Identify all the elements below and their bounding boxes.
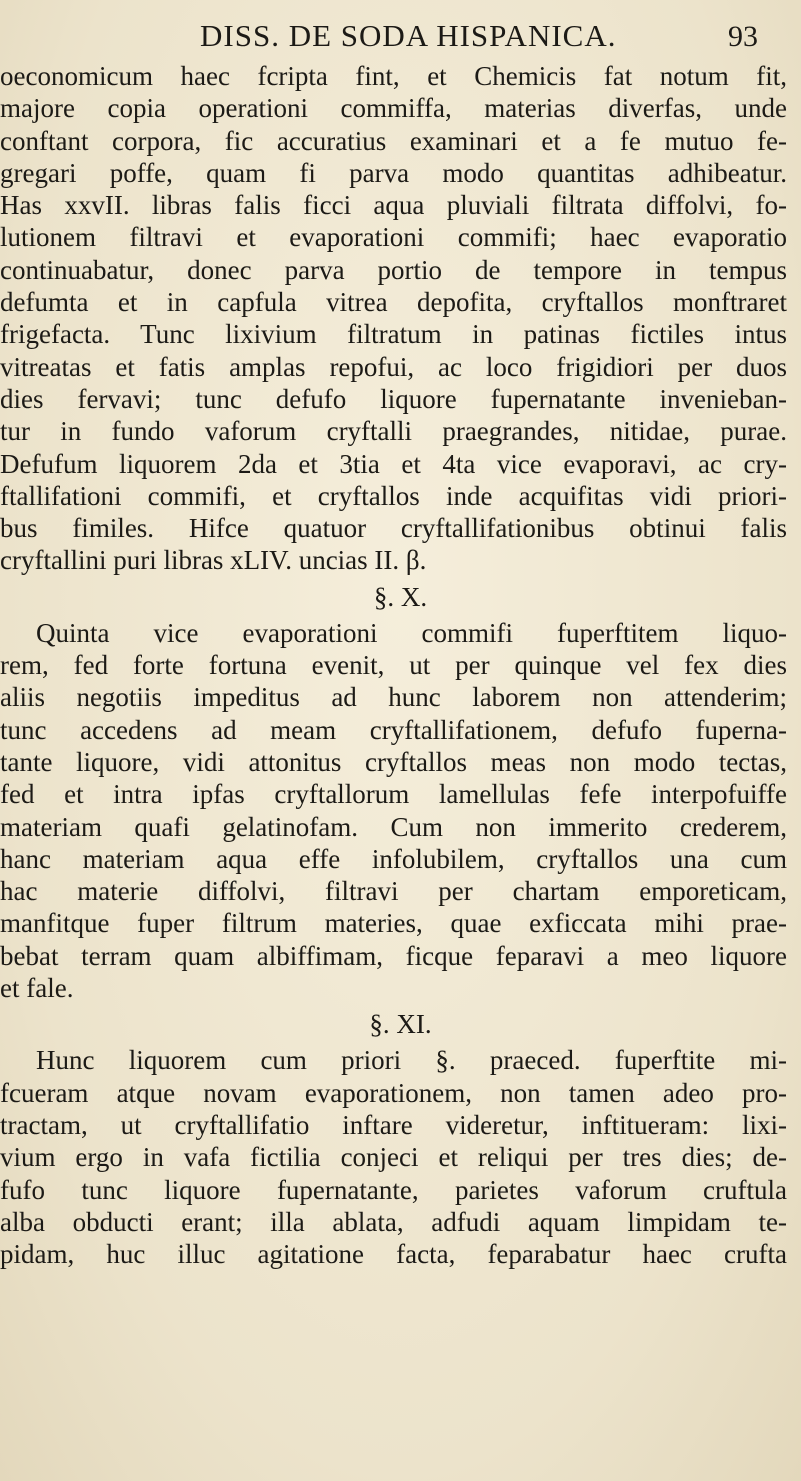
text-line: tunc accedens ad meam cryftallifationem, defufo fuperna-	[0, 714, 787, 745]
text-line: vitreatas et fatis amplas repofui, ac loco frigidiori per duos	[0, 351, 787, 382]
text-line: majore copia operationi commiffa, materias diverfas, unde	[0, 93, 787, 124]
section-heading-xi: §. XI.	[369, 1009, 432, 1040]
running-head: DISS. DE SODA HISPANICA.	[200, 18, 617, 53]
text-line: et fale.	[0, 973, 74, 1004]
text-line: Quinta vice evaporationi commifi fuperftitem liquo-	[36, 617, 787, 648]
text-line: tur in fundo vaforum cryftalli praegrandes, nitidae, purae.	[0, 416, 787, 447]
text-line: lutionem filtravi et evaporationi commifi; haec evaporatio	[0, 222, 787, 253]
text-line: aliis negotiis impeditus ad hunc laborem non attenderim;	[0, 682, 787, 713]
body-text	[0, 60, 801, 1270]
text-line: Hunc liquorem cum priori §. praeced. fuperftite mi-	[36, 1045, 787, 1076]
text-line: manfitque fuper filtrum materies, quae exficcata mihi prae-	[0, 908, 787, 939]
text-line: fcueram atque novam evaporationem, non tamen adeo pro-	[0, 1077, 787, 1108]
text-line: bebat terram quam albiffimam, ficque feparavi a meo liquore	[0, 940, 787, 971]
text-line: cryftallini puri libras xLIV. uncias II. β.	[0, 545, 427, 576]
text-line: fufo tunc liquore fupernatante, parietes vaforum cruftula	[0, 1174, 787, 1205]
text-line: tractam, ut cryftallifatio inftare videretur, inftitueram: lixi-	[0, 1109, 787, 1140]
section-heading-x: §. X.	[373, 581, 428, 612]
text-line: ftallifationi commifi, et cryftallos inde acquifitas vidi priori-	[0, 480, 787, 511]
text-line: oeconomicum haec fcripta fint, et Chemicis fat notum fit,	[0, 61, 787, 91]
text-line: hanc materiam aqua effe infolubilem, cryftallos una cum	[0, 843, 787, 874]
text-line: Defufum liquorem 2da et 3tia et 4ta vice evaporavi, ac cry-	[0, 448, 787, 479]
text-line: materiam quafi gelatinofam. Cum non immerito crederem,	[0, 811, 787, 842]
text-line: tante liquore, vidi attonitus cryftallos meas non modo tectas,	[0, 746, 787, 777]
text-line: hac materie diffolvi, filtravi per chartam emporeticam,	[0, 876, 787, 907]
page-header	[0, 18, 801, 58]
paragraph-1	[0, 60, 801, 577]
text-line: dies fervavi; tunc defufo liquore fupernatante invenieban-	[0, 383, 787, 414]
text-line: gregari poffe, quam fi parva modo quantitas adhibeatur.	[0, 157, 787, 188]
paragraph-2	[0, 617, 801, 1005]
text-line: frigefacta. Tunc lixivium filtratum in patinas fictiles intus	[0, 319, 787, 350]
text-line: Has xxvII. libras falis ficci aqua pluviali filtrata diffolvi, fo-	[0, 190, 787, 221]
text-line: rem, fed forte fortuna evenit, ut per quinque vel fex dies	[0, 650, 787, 681]
text-line: pidam, huc illuc agitatione facta, feparabatur haec crufta	[0, 1239, 787, 1270]
page-number: 93	[728, 20, 758, 53]
text-line: fed et intra ipfas cryftallorum lamellulas fefe interpofuiffe	[0, 779, 787, 810]
text-line: continuabatur, donec parva portio de tempore in tempus	[0, 254, 787, 285]
paragraph-3	[0, 1044, 801, 1270]
text-line: bus fimiles. Hifce quatuor cryftallifationibus obtinui falis	[0, 513, 787, 544]
text-line: conftant corpora, fic accuratius examinari et a fe mutuo fe-	[0, 125, 787, 156]
text-line: defumta et in capfula vitrea depofita, cryftallos monftraret	[0, 287, 787, 318]
text-line: vium ergo in vafa fictilia conjeci et reliqui per tres dies; de-	[0, 1142, 787, 1173]
text-line: alba obducti erant; illa ablata, adfudi aquam limpidam te-	[0, 1206, 787, 1237]
